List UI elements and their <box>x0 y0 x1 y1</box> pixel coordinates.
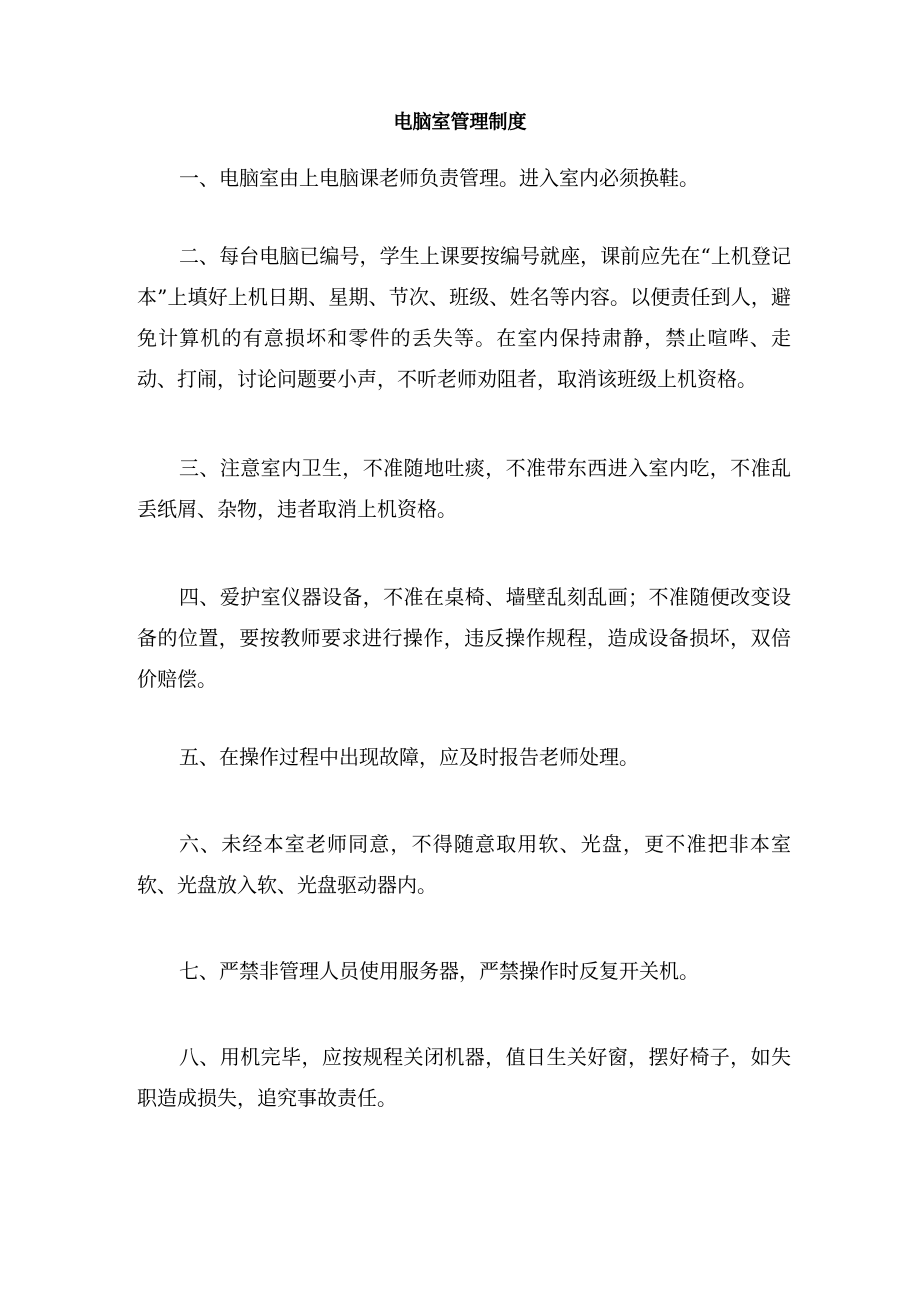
rule-paragraph-1: 一、电脑室由上电脑课老师负责管理。进入室内必须换鞋。 <box>179 166 699 190</box>
rule-paragraph-7: 七、严禁非管理人员使用服务器，严禁操作时反复开关机。 <box>179 959 699 983</box>
rule-paragraph-4: 四、爱护室仪器设备，不准在桌椅、墙壁乱刻乱画；不准随便改变设备的位置，要按教师要求进行操作，违反操作规程，造成设备损坏，双倍价赔偿。 <box>137 585 791 691</box>
document-title: 电脑室管理制度 <box>393 111 527 133</box>
rule-paragraph-5: 五、在操作过程中出现故障，应及时报告老师处理。 <box>179 745 639 769</box>
rule-paragraph-3: 三、注意室内卫生，不准随地吐痰，不准带东西进入室内吃，不准乱丢纸屑、杂物，违者取消上机资格。 <box>137 456 791 521</box>
rule-paragraph-6: 六、未经本室老师同意，不得随意取用软、光盘，更不准把非本室软、光盘放入软、光盘驱动器内。 <box>137 832 791 897</box>
rule-paragraph-8: 八、用机完毕，应按规程关闭机器，值日生关好窗，摆好椅子，如失职造成损失，追究事故责任。 <box>137 1045 791 1110</box>
rule-paragraph-2: 二、每台电脑已编号，学生上课要按编号就座，课前应先在“上机登记本”上填好上机日期、星期、节次、班级、姓名等内容。以便责任到人，避免计算机的有意损坏和零件的丢失等。在室内保持肃静，禁止喧哗、走动、打闹，讨论问题要小声，不听老师劝阻者，取消该班级上机资格。 <box>137 244 791 391</box>
